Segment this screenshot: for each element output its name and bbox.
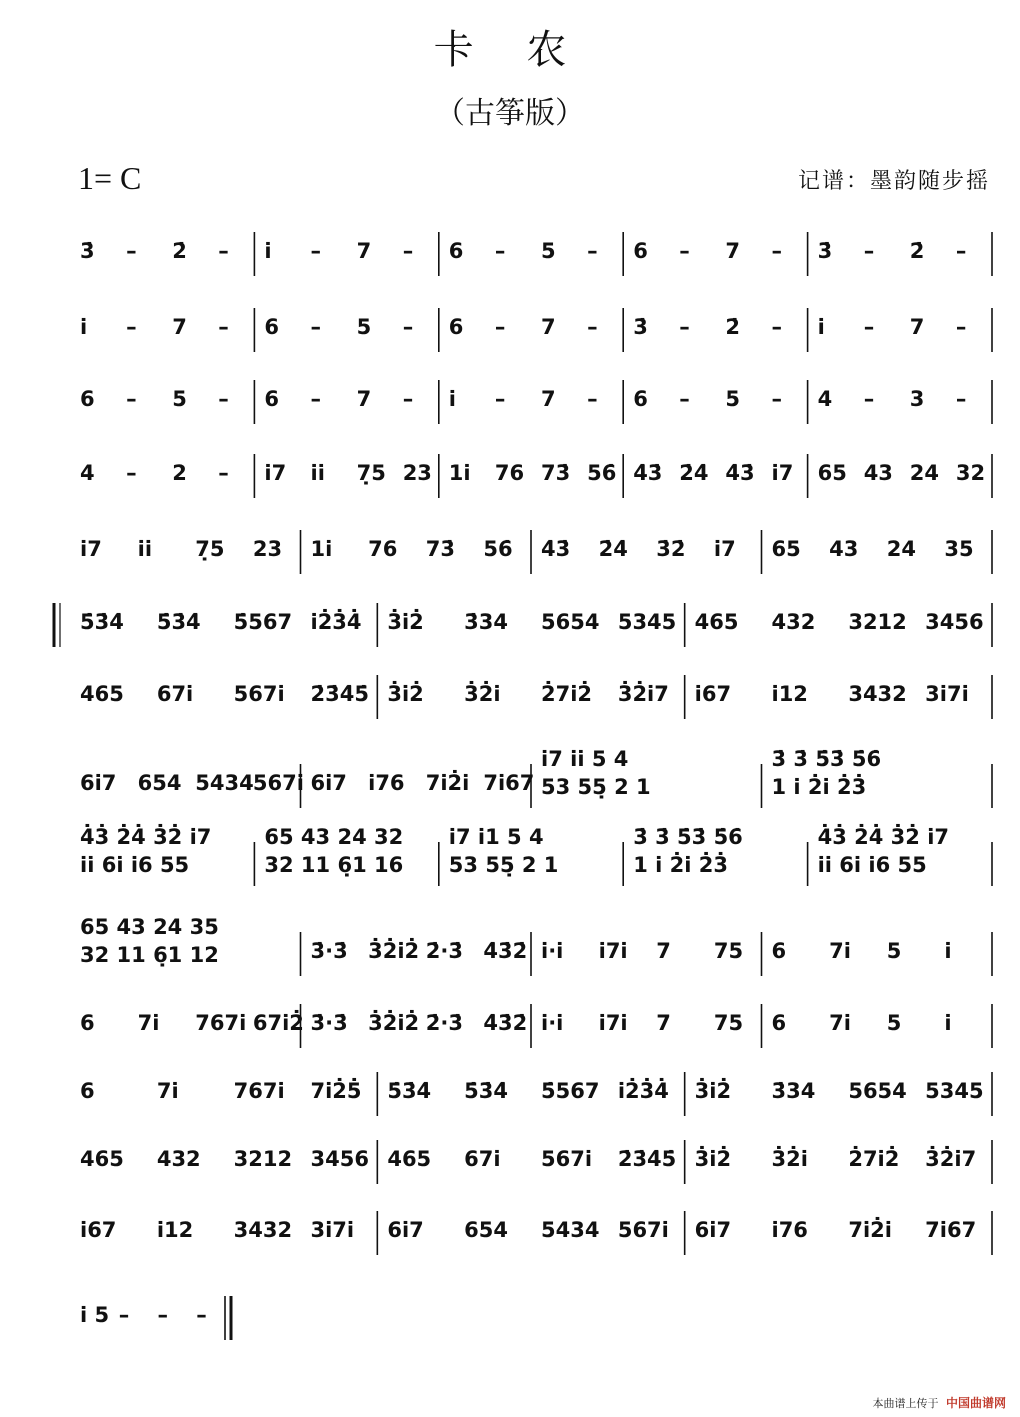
note: 2̇ (909, 239, 925, 263)
note: 6 (771, 1011, 787, 1035)
note: i̇2̇3̇4̇ (310, 610, 362, 634)
note: 65 (771, 537, 801, 561)
dash-note: – (126, 239, 137, 263)
note: 5 (356, 315, 372, 339)
dash-note: – (402, 239, 414, 263)
note-row: i̇7 i̇i̇ 5 4 (541, 747, 629, 771)
dash-note: – (157, 1303, 168, 1327)
dash-note: – (679, 315, 690, 339)
note: 3432 (848, 682, 907, 706)
note-row: 4̇3̇ 2̇4̇ 3̇2̇ i̇7 (80, 825, 212, 849)
note-row: 53 55̣ 2 1 (541, 775, 651, 799)
note: 7i̇2̇5̇ (310, 1079, 362, 1103)
note: 7i̇ (137, 1011, 160, 1035)
note: i̇ 5 (80, 1303, 110, 1327)
note: 6 (264, 387, 280, 411)
transcriber-credit: 记谱：墨韵随步摇 (797, 169, 990, 194)
note: 6i̇7 (694, 1218, 732, 1242)
dash-note: – (310, 315, 321, 339)
note: 75 (713, 939, 744, 963)
note-row: 53 55̣ 2 1 (448, 853, 559, 877)
note: 67i̇ (464, 1147, 501, 1171)
dash-note: – (126, 315, 137, 339)
note: i̇ (264, 239, 272, 263)
note: 6 (633, 239, 648, 263)
note-row: i̇i̇ 6i̇ i̇6 55 (80, 853, 190, 877)
note: 3i̇7i̇ (925, 682, 969, 706)
note: 6 (771, 939, 787, 963)
note: 7i̇ (156, 1079, 179, 1103)
note: i̇ (944, 1011, 952, 1035)
note: 24 (909, 461, 940, 485)
note: i̇ (80, 315, 88, 339)
note: 23 (402, 461, 432, 485)
note: i̇7 (80, 537, 102, 561)
note: 43 (829, 537, 859, 561)
note: 5434 (541, 1218, 600, 1242)
note: 6 (448, 315, 464, 339)
dash-note: – (402, 315, 414, 339)
note: i̇7i̇ (598, 1011, 628, 1035)
note: 767i̇ (233, 1079, 285, 1103)
note: 5434 (195, 771, 254, 795)
song-title: 卡 农 (433, 27, 587, 73)
dash-note: – (587, 239, 598, 263)
note: 2 (172, 461, 187, 485)
note: 654 (464, 1218, 509, 1242)
note: 5 (541, 239, 556, 263)
note: 3̇2̇i̇ (771, 1147, 808, 1171)
note: 3̇i̇2̇ (694, 1147, 732, 1171)
note: 3̇·3̇ (310, 939, 348, 963)
note-row: 32 11 6̣1 12 (80, 943, 219, 967)
note: 7 (656, 1011, 671, 1035)
note-row: 32 11 6̣1 16 (264, 853, 404, 877)
note: 465 (80, 682, 124, 706)
note: i̇ (944, 939, 952, 963)
dash-note: – (218, 239, 229, 263)
dash-note: – (679, 239, 690, 263)
dash-note: – (863, 239, 875, 263)
note: 7i̇ (829, 1011, 851, 1035)
note: i̇12 (771, 682, 808, 706)
note: 56̇ (587, 461, 617, 485)
note: 2̇3̇4̇5̇ (310, 682, 369, 706)
dash-note: – (771, 387, 782, 411)
dash-note: – (771, 315, 782, 339)
note: 3̇2̇i̇7 (925, 1147, 977, 1171)
note: 7 (656, 939, 671, 963)
footer (872, 1394, 1006, 1411)
note: 56̇ (483, 537, 513, 561)
note: 6 (264, 315, 280, 339)
note: i̇7 (264, 461, 287, 485)
note: 3 (909, 387, 925, 411)
note: 7i̇2̇i̇ (425, 771, 470, 795)
note: 32 (955, 461, 986, 485)
site-brand: 中国曲谱网 (945, 1396, 1006, 1410)
dash-note: – (494, 315, 506, 339)
note: 5654 (848, 1079, 907, 1103)
note: 3432 (233, 1218, 293, 1242)
note-row: i̇i̇ 6i̇ i̇6 55 (817, 853, 927, 877)
note: 4 (80, 461, 95, 485)
dash-note: – (863, 387, 875, 411)
note: 73̇ (541, 461, 571, 485)
note: 3̇i̇2̇ (387, 682, 424, 706)
note: 3̇34 (771, 1079, 816, 1103)
note: 2̇4̇ (598, 537, 628, 561)
note: 5345 (617, 610, 677, 634)
note: i̇7i̇ (598, 939, 628, 963)
dash-note: – (955, 315, 967, 339)
note: 73̇ (425, 537, 455, 561)
note: 5 (886, 939, 902, 963)
note: 3̇2̇i̇7 (617, 682, 669, 706)
note: i̇i̇ (310, 461, 325, 485)
song-subtitle: （古筝版） (435, 96, 585, 131)
note: 5345 (925, 1079, 984, 1103)
note: 7 (172, 315, 187, 339)
note: 5 (172, 387, 187, 411)
note: 3̇34 (464, 610, 509, 634)
note: 4̇3̇2̇ (483, 939, 528, 963)
note: 3̇i̇2̇ (387, 610, 424, 634)
note: 4 (817, 387, 833, 411)
note: 5̇3̇4̇ (80, 610, 124, 634)
note: 7 (356, 387, 372, 411)
note: 5̇3̇4̇ (156, 610, 201, 634)
note: 67i̇ (156, 682, 194, 706)
note: 35 (944, 537, 974, 561)
note: 567i̇ (233, 682, 285, 706)
dash-note: – (771, 239, 782, 263)
note: 5̇3̇4̇ (464, 1079, 509, 1103)
note: 3212 (848, 610, 907, 634)
dash-note: – (218, 315, 229, 339)
note: 1i̇ (448, 461, 471, 485)
note: 7̣5 (195, 537, 225, 561)
note-row: 4̇3̇ 2̇4̇ 3̇2̇ i̇7 (817, 825, 950, 849)
note: 1i̇ (310, 537, 333, 561)
note: i̇76 (368, 771, 405, 795)
dash-note: – (587, 315, 598, 339)
note: i̇ (448, 387, 457, 411)
note-row: i̇7 i̇1 5 4 (448, 825, 544, 849)
dash-note: – (494, 387, 506, 411)
note: 5̇3̇4̇ (387, 1079, 432, 1103)
note-row: 1 i̇ 2̇i̇ 2̇3̇ (771, 775, 867, 799)
note: i̇ (817, 315, 825, 339)
dash-note: – (218, 387, 229, 411)
note: 2̇·3̇ (425, 939, 463, 963)
note: 3̇ (817, 239, 833, 263)
note: 6 (633, 387, 648, 411)
note: 6 (80, 1079, 95, 1103)
note: 3̇2̇i̇2̇ (368, 1011, 420, 1035)
note: 76 (368, 537, 398, 561)
note: 7 (356, 239, 372, 263)
upload-note: 本曲谱上传于 (872, 1397, 939, 1410)
note: 7 (909, 315, 925, 339)
note-row: 3̇ 3̇ 5̇3̇ 5̇6̇ (771, 747, 882, 771)
note: i̇12 (156, 1218, 194, 1242)
note-row: 1 i̇ 2̇i̇ 2̇3̇ (633, 853, 728, 877)
note: i̇7 (771, 461, 794, 485)
note: 24 (886, 537, 916, 561)
note: 5654 (541, 610, 600, 634)
note: 567i̇ (617, 1218, 669, 1242)
note: 3̇2̇i̇ (464, 682, 501, 706)
note: i̇·i̇ (541, 939, 564, 963)
note: 3̇ (80, 239, 95, 263)
note: 76 (494, 461, 525, 485)
note: 6 (448, 239, 464, 263)
note: 3i̇7i̇ (310, 1218, 355, 1242)
note: 7i̇2̇i̇ (848, 1218, 892, 1242)
note: i̇·i̇ (541, 1011, 564, 1035)
note: 7 (725, 239, 741, 263)
note: 7i̇67 (925, 1218, 977, 1242)
note: 6i̇7 (80, 771, 117, 795)
note: 567i̇ (541, 1147, 593, 1171)
note: 7i̇ (829, 939, 851, 963)
dash-note: – (955, 239, 967, 263)
note: 2̇ (172, 239, 187, 263)
note-row: 3̇ 3̇ 5̇3̇ 5̇6̇ (633, 825, 743, 849)
note: 2̇ (725, 315, 741, 339)
note: 3̇2̇ (656, 537, 686, 561)
dash-note: – (587, 387, 598, 411)
note: 654 (137, 771, 182, 795)
note: 4̇3̇ (633, 461, 663, 485)
note: 5̇567 (541, 1079, 600, 1103)
note: 3̇i̇2̇ (694, 1079, 732, 1103)
note: i̇2̇3̇4̇ (617, 1079, 669, 1103)
note: 6i̇7 (387, 1218, 424, 1242)
note: 3̇ (633, 315, 648, 339)
note: 7i̇67 (483, 771, 535, 795)
note: 7 (541, 387, 556, 411)
note: 2̇7i̇2̇ (541, 682, 593, 706)
note: i̇i̇ (137, 537, 153, 561)
dash-note: – (310, 387, 321, 411)
note: 465 (80, 1147, 124, 1171)
note: 465 (387, 1147, 432, 1171)
note: 2̇7i̇2̇ (848, 1147, 900, 1171)
note: 3456 (925, 610, 984, 634)
note: 6i̇7 (310, 771, 347, 795)
note: 65 (817, 461, 847, 485)
dash-note: – (196, 1303, 207, 1327)
note: 3212 (233, 1147, 293, 1171)
note: 5 (886, 1011, 902, 1035)
note: 2̇·3̇ (425, 1011, 463, 1035)
note: 75 (713, 1011, 744, 1035)
key-signature: 1= C (78, 160, 142, 196)
note: 6 (80, 1011, 95, 1035)
note: 5̇567 (233, 610, 293, 634)
note: i̇7 (713, 537, 736, 561)
note: 3̇·3̇ (310, 1011, 348, 1035)
note: 7̣5 (356, 461, 386, 485)
note: 432 (156, 1147, 201, 1171)
dash-note: – (218, 461, 229, 485)
note: 43 (863, 461, 893, 485)
dash-note: – (402, 387, 414, 411)
note: 3456 (310, 1147, 369, 1171)
note: 432 (771, 610, 816, 634)
note: 4̇3̇2̇ (483, 1011, 528, 1035)
dash-note: – (955, 387, 967, 411)
note: i̇67 (694, 682, 732, 706)
dash-note: – (126, 387, 137, 411)
note: 767i̇ (195, 1011, 247, 1035)
note: 23 (252, 537, 283, 561)
note-row: 65 43 24 35 (80, 915, 219, 939)
note: 4̇3̇ (541, 537, 571, 561)
note: 4̇3̇ (725, 461, 755, 485)
note: 5 (725, 387, 741, 411)
dash-note: – (863, 315, 875, 339)
note-row: 65 43 24 32 (264, 825, 404, 849)
note: 2̇3̇4̇5̇ (617, 1147, 677, 1171)
note: 7 (541, 315, 556, 339)
note: 465 (694, 610, 739, 634)
note: 6 (80, 387, 95, 411)
dash-note: – (118, 1303, 130, 1327)
note: 3̇2̇i̇2̇ (368, 939, 420, 963)
dash-note: – (310, 239, 321, 263)
dash-note: – (126, 461, 137, 485)
dash-note: – (679, 387, 690, 411)
note: 67i̇2̇ (252, 1011, 304, 1035)
dash-note: – (494, 239, 506, 263)
note: i̇67 (80, 1218, 117, 1242)
note: i̇76 (771, 1218, 808, 1242)
note: 2̇4̇ (679, 461, 709, 485)
note: 567i̇ (252, 771, 304, 795)
